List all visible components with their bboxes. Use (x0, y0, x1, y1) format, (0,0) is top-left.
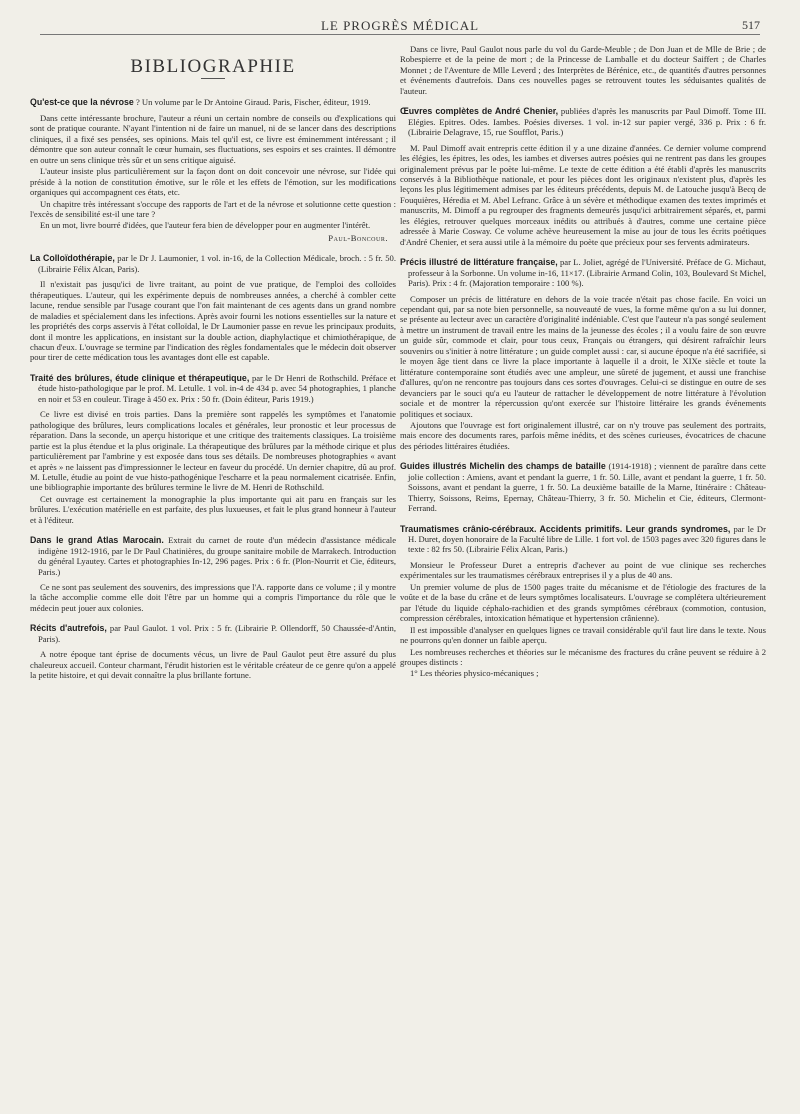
review-entry (30, 623, 396, 680)
review-citation: par le Dr H. Duret, doyen honoraire de la Faculté libre de Lille. 1 fort vol. de 1503 pages avec 320 figures dans le texte : 82 frs 50. (Librairie Félix Alcan, Paris.) (408, 523, 766, 555)
review-title: La Colloïdothérapie, (30, 253, 115, 264)
review-heading (30, 97, 396, 107)
review-entry (400, 257, 766, 451)
review-entry (400, 461, 766, 513)
review-entry (30, 97, 396, 243)
section-title: BIBLIOGRAPHIE (130, 56, 296, 77)
review-paragraph: Ajoutons que l'ouvrage est fort originalement illustré, car on n'y trouve pas seulement des portraits, mais encore des documents rares, parfois même inédits, et des scènes curieuses, évocatrices de chacune des périodes littéraires étudiées. (400, 419, 766, 451)
title-rule (201, 78, 225, 79)
review-paragraph: Monsieur le Professeur Duret a entrepris d'achever au point de vue clinique ses recherches expérimentales sur les traumatismes cérébraux entreprises il y a plus de 40 ans. (400, 559, 766, 581)
review-title: Dans le grand Atlas Marocain. (30, 535, 164, 546)
review-heading (400, 257, 766, 288)
review-title: Récits d'autrefois, (30, 623, 107, 634)
review-entry (30, 253, 396, 363)
review-paragraph: Un chapitre très intéressant s'occupe des rapports de l'art et de la névrose et solutionne cette question : l'excès de sensibilité est-il une tare ? (30, 198, 396, 219)
review-paragraph: Cet ouvrage est certainement la monographie la plus importante qui ait paru en français sur les brûlures. L'exécution matérielle en est parfaite, des plus luxueuses, et fait le plus grand honneur à l'auteur et à l'éditeur. (30, 493, 396, 525)
review-citation: par le Dr J. Laumonier, 1 vol. in-16, de la Collection Médicale, broch. : 5 fr. 50. (Librairie Félix Alcan, Paris). (38, 253, 396, 274)
review-title: Qu'est-ce que la névrose (30, 97, 134, 108)
review-paragraph: Il est impossible d'analyser en quelques lignes ce travail considérable qu'il faut lire dans le texte. Nous ne pourrons qu'en donner un faible aperçu. (400, 624, 766, 646)
review-paragraph: Il n'existait pas jusqu'ici de livre traitant, au point de vue pratique, de l'emploi des colloïdes thérapeutiques. L'auteur, qui les expérimente depuis de nombreuses années, a cherché à combler cette lacune, rendue sensible par l'usage courant que l'on fait maintenant de ces agents dans un grand nombre de maladies et spécialement dans les infections. Après avoir fourni les notions essentielles sur la nature et les propriétés des corps asservis à l'état colloïdal, le Dr Laumonier passe en revue les principaux produits, dont il montre les applications, en insistant sur la double action, diaphylactique et chimiothérapique, de chacun d'eux. L'ouvrage se termine par l'indication des règles fondamentales que le médecin doit observer pour tirer de cette médication tous les avantages dont elle est capable. (30, 279, 396, 363)
review-entry (30, 373, 396, 525)
review-heading (400, 524, 766, 555)
review-citation: publiées d'après les manuscrits par Paul Dimoff. Tome III. Elégies. Epitres. Odes. Iambes. Poésies diverses. 1 vol. in-12 sur papier vergé, 336 p. Prix : 6 fr. (Librairie Delagrave, 15, rue Soufflot, Paris.) (408, 106, 766, 138)
review-heading (400, 461, 766, 513)
review-heading (30, 623, 396, 644)
review-paragraph: Un premier volume de plus de 1500 pages traite du mécanisme et de l'étiologie des fractures de la voûte et de la base du crâne et de leurs symptômes localisateurs. L'ouvrage se complétera ultérieurement par l'étude du liquide céphalo-rachidien et des grands symptômes cérébraux (commotion, contusion, compression cérébrales, intoxication hématique et hypertension crânienne). (400, 581, 766, 624)
review-citation: par L. Joliet, agrégé de l'Université. Préface de G. Michaut, professeur à la Sorbonne. Un volume in-16, 11×17. (Librairie Armand Colin, 103, Boulevard St Michel, Paris). Prix : 4 fr. (Majoration temporaire : 100 %). (408, 257, 766, 289)
review-paragraph: Ce livre est divisé en trois parties. Dans la première sont rappelés les symptômes et l'anatomie pathologique des brûlures, leurs complications locales et générales, leur pronostic et leur processus de réparation. Dans la seconde, un aperçu historique et une critique des traitements classiques. La troisième partie est la plus étendue et la plus originale. La thérapeutique des brûlures par la méthode cirique et plus particulièrement par l'ambrine y est exposée dans tous ses détails. De nombreuses photographies « avant et après » ne laissent pas d'impressionner le lecteur en faveur du procédé. Un dernier chapitre, dû au prof. M. Letulle, étudie au point de vue histo-pathogénique l'escharre et la peau normalement cicatrisée. Enfin, une bibliographie importante des brûlures termine le livre de M. Henri de Rothschild. (30, 409, 396, 493)
review-heading (400, 106, 766, 137)
review-signature: Paul-Boncour. (328, 232, 388, 243)
review-paragraph: A notre époque tant éprise de documents vécus, un livre de Paul Gaulot peut être assuré du plus chaleureux accueil. Conteur charmant, l'érudit historien est le véritable créateur de ce genre qu'on a appelé la petite histoire, et qui devait connaître la plus brillante fortune. (30, 649, 396, 681)
review-title: Précis illustré de littérature française, (400, 257, 558, 268)
journal-title: LE PROGRÈS MÉDICAL (320, 18, 480, 33)
review-citation: par le Dr Henri de Rothschild. Préface et étude histo-pathologique par le prof. M. Letulle. 1 vol. in-4 de 434 p. avec 54 photographies, 1 planche en noir et 53 en couleur. Tirage à 450 ex. Prix : 50 fr. (Doin éditeur, Paris 1919.) (38, 372, 396, 404)
review-title: Traumatismes crânio-cérébraux. Accidents primitifs. Leur grands syndromes, (400, 523, 731, 534)
left-entries (30, 97, 396, 680)
review-entry (400, 44, 766, 96)
review-entry (400, 524, 766, 679)
review-title: Œuvres complètes de André Chenier, (400, 106, 559, 117)
right-entries (400, 44, 766, 679)
review-paragraph: L'auteur insiste plus particulièrement sur la façon dont on doit concevoir une névrose, sur l'idée qui préside à la notion de constitution émotive, sur le rôle et les effets de l'émotion, sur les modifications organiques qui accompagnent ces états, etc. (30, 166, 396, 198)
review-title: Guides illustrés Michelin des champs de bataille (400, 461, 606, 472)
review-entry (30, 535, 396, 613)
review-heading (30, 253, 396, 274)
review-paragraph: 1° Les théories physico-mécaniques ; (410, 668, 539, 679)
review-entry (400, 106, 766, 247)
page-number: 517 (742, 18, 760, 32)
right-column (400, 44, 766, 1104)
review-paragraph: Dans cette intéressante brochure, l'auteur a réuni un certain nombre de conseils ou d'explications qui sont de pratique courante. N'ayant l'intention ni de faire un manuel, ni de se lancer dans des descriptions cliniques, il a fixé ses pensées, ses opinions. Mais tel qu'il est, ce livre est éminemment intéressant ; il démontre que son auteur connaît le cœur humain, ses fluctuations, ses espoirs et ses craintes. Il démontre en outre un sens clinique très sûr et un sens critique aiguisé. (30, 112, 396, 165)
left-column (30, 44, 396, 1104)
review-heading (30, 373, 396, 404)
review-citation: (1914-1918) ; viennent de paraître dans cette jolie collection : Amiens, avant et pendant la guerre, 1 fr. 50. Lille, avant et pendant la guerre, 1 fr. 50. Soissons, avant et pendant la guerre, 1 fr. 50. La deuxième bataille de la Marne, Itinéraire : Château-Thierry, Soissons, Reims, Epernay, Château-Thierry, 3 fr. 50. Michelin et Cie, éditeurs, Clermont-Ferrand. (408, 461, 766, 514)
review-paragraph: Ce ne sont pas seulement des souvenirs, des impressions que l'A. rapporte dans ce volume ; il y montre la tâche accomplie comme elle doit l'être par un homme qui a compris l'importance du rôle que le médecin peut jouer aux colonies. (30, 582, 396, 613)
review-heading (30, 535, 396, 577)
review-paragraph: Composer un précis de littérature en dehors de la voie tracée n'était pas chose facile. En voici un cependant qui, par sa note bien personnelle, sa nouveauté de vues, la forme même qu'on a su lui donner, se présente au lecteur avec un caractère d'originalité indéniable. C'est que l'auteur n'a pas songé seulement à mettre un instrument de travail entre les mains de la jeunesse des écoles ; il a voulu faire de son œuvre un guide sûr, commode et clair, pour tous ceux, Français ou étrangers, qui désirent rafraîchir leurs souvenirs ou s'initier à notre littérature ; un guide complet aussi : car, si aucune époque n'a été sacrifiée, si le moyen âge tient dans ce livre la place importante à laquelle il a droit, le XIXe siècle et toute la littérature contemporaine sont étudiés avec une ampleur, une sûreté de jugement, et aussi une franchise d'allures, qu'on ne rencontre pas toujours dans ces sortes d'ouvrages. Celui-ci se distingue en outre de ses devanciers par le souci qu'a eu l'auteur de rattacher le développement de notre littérature à l'évolution sociale et de montrer la répercussion qu'ont exercée sur l'histoire littéraire les grands événements politiques et sociaux. (400, 293, 766, 419)
review-paragraph: M. Paul Dimoff avait entrepris cette édition il y a une dizaine d'années. Ce dernier volume comprend les élégies, les épitres, les odes, les iambes et diverses autres poésies qui ne rentrent pas dans les groupes originalement prévus par le poète lui-même. Le texte de cette édition a été établi d'après les manuscrits conservés à la Bibliothèque nationale, et pour les pièces dont les originaux n'existent plus, d'après les leçons les plus légitimement admises par les éditeurs précédents, depuis M. de Latouche jusqu'à Becq de Fouquières, Héredia et M. Abel Lefranc. Grâce à un sévère et méthodique examen des textes imprimés et manuscrits, M. Dimoff a pu regrouper des fragments demeurés jusqu'ici arbitrairement séparés, et, parmi les élégies, retrouver quelques morceaux inédits ou attribués à d'autres, comme une certaine pièce adressée à Marie Cosway. Ce volume achève heureusement la mise au jour de tous les écrits poétiques d'André Chenier, et sera aussi utile à la mémoire du poète que précieux pour ses fervents admirateurs. (400, 142, 766, 247)
review-paragraph: En un mot, livre bourré d'idées, que l'auteur fera bien de développer pour en augmenter l'intérêt. (40, 220, 371, 231)
review-paragraph: Les nombreuses recherches et théories sur le mécanisme des fractures du crâne peuvent se réduire à 2 groupes distincts : (400, 646, 766, 668)
review-citation: ? Un volume par le Dr Antoine Giraud. Paris, Fischer, éditeur, 1919. (133, 97, 371, 108)
review-paragraph: Dans ce livre, Paul Gaulot nous parle du vol du Garde-Meuble ; de Don Juan et de Mlle de Brie ; de Robespierre et de la peine de mort ; de la Princesse de Lamballe et du docteur Saiffert ; de Charles Monnet ; de l'Aventure de Mlle Leverd ; des Interprètes de Bérénice, etc., de quantités d'autres personnes et événements d'autrefois. Dans ces nouvelles pages se retrouvent toutes les séduisantes qualités de l'auteur. (400, 44, 766, 96)
review-citation: Extrait du carnet de route d'un médecin d'assistance médicale indigène 1912-1916, par le Dr Paul Chatinières, du groupe sanitaire mobile de Marrakech. Introduction du général Lyautey. Cartes et photographies In-12, 296 pages. Prix : 6 fr. (Plon-Nourrit et Cie, éditeurs, Paris.) (38, 535, 396, 577)
running-head (40, 18, 760, 35)
review-citation: par Paul Gaulot. 1 vol. Prix : 5 fr. (Librairie P. Ollendorff, 50 Chaussée-d'Antin, Paris). (38, 623, 396, 644)
review-title: Traité des brûlures, étude clinique et thérapeutique, (30, 372, 250, 383)
